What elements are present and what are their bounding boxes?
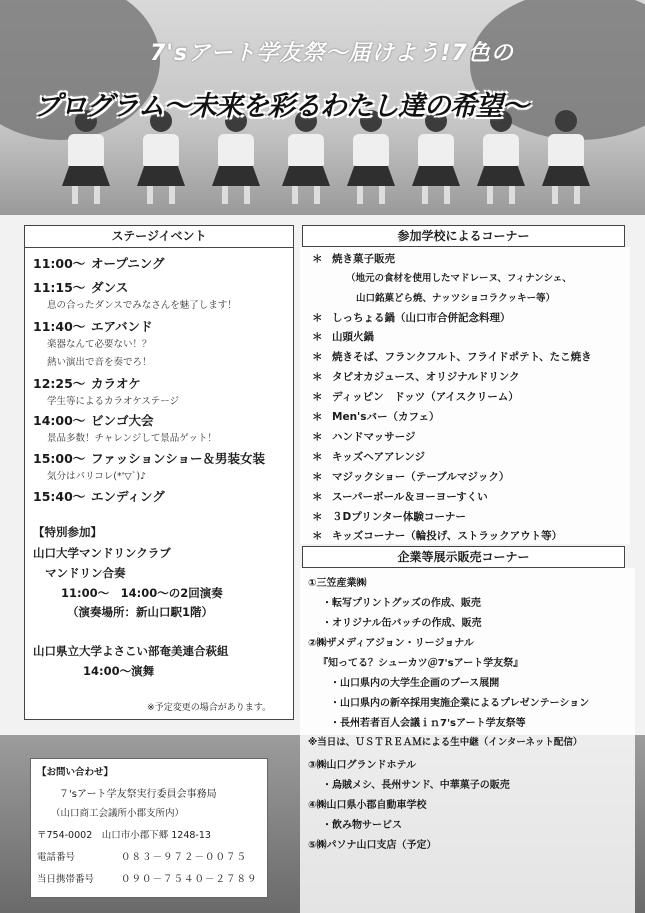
corner-item-label: ３Dプリンター体験コーナー bbox=[332, 511, 466, 523]
asterisk-icon: ＊ bbox=[312, 530, 323, 542]
company-line: ①三笠産業㈱ bbox=[308, 578, 367, 589]
stage-box-title: ステージイベント bbox=[25, 226, 293, 248]
company-line: ・山口県内の大学生企画のブース展開 bbox=[330, 678, 500, 689]
company-line: ・烏賊メシ、長州サンド、中華菓子の販売 bbox=[322, 780, 510, 791]
stage-event bbox=[33, 277, 128, 296]
corner-item bbox=[312, 429, 415, 444]
corner-item bbox=[312, 409, 439, 424]
event-description: 熱い演出で音を奏でろ！ bbox=[47, 357, 152, 368]
company-line: ・長州若者百人会議ｉｎ7'sアート学友祭等 bbox=[330, 718, 526, 729]
dancer-figure bbox=[60, 110, 112, 202]
event-time: 14:00～ bbox=[33, 413, 86, 428]
corner-item-label: スーパーボール＆ヨーヨーすくい bbox=[332, 491, 488, 503]
asterisk-icon: ＊ bbox=[312, 371, 323, 383]
special-line: マンドリン合奏 bbox=[45, 566, 126, 580]
special-line: （演奏場所：新山口駅1階） bbox=[67, 605, 214, 619]
corner-item-label: 山頭火鍋 bbox=[332, 331, 374, 343]
event-description: 景品多数！チャレンジして景品ゲット！ bbox=[47, 433, 217, 444]
event-name: ビンゴ大会 bbox=[91, 413, 154, 428]
page-title: プログラム～未来を彩るわたし達の希望～ bbox=[34, 91, 528, 122]
event-name: ファッションショー＆男装女装 bbox=[91, 451, 265, 466]
company-line: ・転写プリントグッズの作成、販売 bbox=[322, 598, 481, 609]
company-line: ※当日は、ＵＳＴＲＥＡＭによる生中継（インターネット配信） bbox=[308, 737, 583, 748]
dancer-figure bbox=[475, 110, 527, 202]
corner-item-label: タピオカジュース、オリジナルドリンク bbox=[332, 371, 520, 383]
event-time: 11:00～ bbox=[33, 256, 86, 271]
corner-item bbox=[312, 349, 592, 364]
corner-item-label: 焼き菓子販売 bbox=[332, 253, 395, 265]
company-line: ・オリジナル缶バッチの作成、販売 bbox=[322, 618, 482, 629]
company-line: ⑤㈱パソナ山口支店（予定） bbox=[308, 840, 437, 851]
contact-address: 〒754-0002 山口市小郡下郷 1248-13 bbox=[37, 830, 211, 841]
stage-event bbox=[33, 253, 165, 272]
event-description: 楽器なんて必要ない！？ bbox=[47, 339, 152, 350]
corner-item bbox=[312, 509, 466, 524]
banner-text: 7'sアート学友祭～届けよう!7色の bbox=[150, 41, 514, 66]
event-description: 学生等によるカラオケステージ bbox=[47, 396, 180, 407]
corner-item bbox=[312, 528, 562, 543]
stage-event bbox=[33, 410, 154, 429]
company-line: ③㈱山口グランドホテル bbox=[308, 760, 416, 771]
special-line: 14:00～演舞 bbox=[83, 664, 155, 678]
corner-item-detail: 山口銘菓どら焼、ナッツショコラクッキー等） bbox=[356, 293, 556, 304]
corner-item-label: しっちょる鍋（山口市合併記念料理） bbox=[332, 312, 511, 324]
event-description: 息の合ったダンスでみなさんを魅了します！ bbox=[47, 300, 237, 311]
corner-item bbox=[312, 329, 374, 344]
special-line: 山口大学マンドリンクラブ bbox=[33, 546, 171, 560]
event-name: カラオケ bbox=[91, 376, 141, 391]
company-line: ②㈱ザメディアジョン・リージョナル bbox=[308, 638, 474, 649]
dancer-figure bbox=[210, 110, 262, 202]
corner-item bbox=[312, 369, 520, 384]
asterisk-icon: ＊ bbox=[312, 511, 323, 523]
special-line: 11:00～ 14:00～の2回演奏 bbox=[61, 586, 223, 600]
corner-item-label: ハンドマッサージ bbox=[332, 431, 416, 443]
company-line: ・山口県内の新卒採用実施企業によるプレゼンテーション bbox=[330, 698, 590, 709]
corner-item-label: キッズコーナー（輪投げ、ストラックアウト等） bbox=[332, 530, 563, 542]
contact-box bbox=[30, 758, 268, 898]
stage-event bbox=[33, 448, 265, 467]
stage-event bbox=[33, 486, 165, 505]
corner-item bbox=[312, 251, 395, 266]
asterisk-icon: ＊ bbox=[312, 312, 323, 324]
event-time: 15:40～ bbox=[33, 489, 86, 504]
corner-item-label: マジックショー（テーブルマジック） bbox=[332, 471, 510, 483]
asterisk-icon: ＊ bbox=[312, 411, 323, 423]
company-line: 『知ってる？シューカツ＠7'sアート学友祭』 bbox=[318, 658, 524, 669]
dancer-figure bbox=[410, 110, 462, 202]
event-time: 15:00～ bbox=[33, 451, 86, 466]
asterisk-icon: ＊ bbox=[312, 491, 323, 503]
special-line: 山口県立大学よさこい部奄美連合萩組 bbox=[33, 644, 229, 658]
phone-number[interactable]: ０８３－９７２－００７５ bbox=[121, 852, 248, 863]
asterisk-icon: ＊ bbox=[312, 471, 323, 483]
contact-heading: 【お問い合わせ】 bbox=[37, 767, 114, 778]
contact-organization-sub: （山口商工会議所小郡支所内） bbox=[51, 808, 185, 819]
event-time: 12:25～ bbox=[33, 376, 86, 391]
corner-item bbox=[312, 310, 511, 325]
mobile-label: 当日携帯番号 bbox=[37, 874, 95, 885]
corner-item-detail: （地元の食材を使用したマドレーヌ、フィナンシェ、 bbox=[346, 273, 572, 284]
event-time: 11:40～ bbox=[33, 319, 86, 334]
stage-event bbox=[33, 373, 141, 392]
asterisk-icon: ＊ bbox=[312, 391, 323, 403]
corner-item bbox=[312, 469, 509, 484]
corner-item-label: ディッピン ドッツ（アイスクリーム） bbox=[332, 391, 519, 403]
school-corner-title: 参加学校によるコーナー bbox=[302, 225, 625, 247]
event-description: 気分はパリコレ(*'▽`)♪ bbox=[47, 471, 147, 482]
dancer-figure bbox=[135, 110, 187, 202]
event-name: ダンス bbox=[91, 280, 129, 295]
corner-item-label: 焼きそば、フランクフルト、フライドポテト、たこ焼き bbox=[332, 351, 592, 363]
dancer-figure bbox=[540, 110, 592, 202]
phone-label: 電話番号 bbox=[37, 852, 76, 863]
corner-item-label: Men'sバー（カフェ） bbox=[332, 411, 440, 423]
corner-item bbox=[312, 489, 488, 504]
asterisk-icon: ＊ bbox=[312, 351, 323, 363]
schedule-note: ※予定変更の場合があります。 bbox=[147, 703, 271, 713]
event-name: エアバンド bbox=[91, 319, 153, 334]
asterisk-icon: ＊ bbox=[312, 451, 323, 463]
corner-item-label: キッズヘアアレンジ bbox=[332, 451, 426, 463]
corner-item bbox=[312, 449, 425, 464]
event-name: エンディング bbox=[91, 489, 165, 504]
dancer-figure bbox=[280, 110, 332, 202]
asterisk-icon: ＊ bbox=[312, 331, 323, 343]
company-line: ・飲み物サービス bbox=[322, 820, 402, 831]
company-line: ④㈱山口県小郡自動車学校 bbox=[308, 800, 427, 811]
stage-event bbox=[33, 316, 153, 335]
mobile-number[interactable]: ０９０－７５４０－２７８９ bbox=[121, 874, 258, 885]
corner-item bbox=[312, 389, 519, 404]
company-corner-title: 企業等展示販売コーナー bbox=[302, 546, 625, 568]
dancer-figure bbox=[345, 110, 397, 202]
asterisk-icon: ＊ bbox=[312, 253, 323, 265]
special-title: 【特別参加】 bbox=[33, 525, 102, 539]
asterisk-icon: ＊ bbox=[312, 431, 323, 443]
contact-organization: ７'sアート学友祭実行委員会事務局 bbox=[59, 789, 217, 800]
event-time: 11:15～ bbox=[33, 280, 86, 295]
stage-event-box bbox=[24, 225, 294, 720]
event-name: オープニング bbox=[91, 256, 165, 271]
